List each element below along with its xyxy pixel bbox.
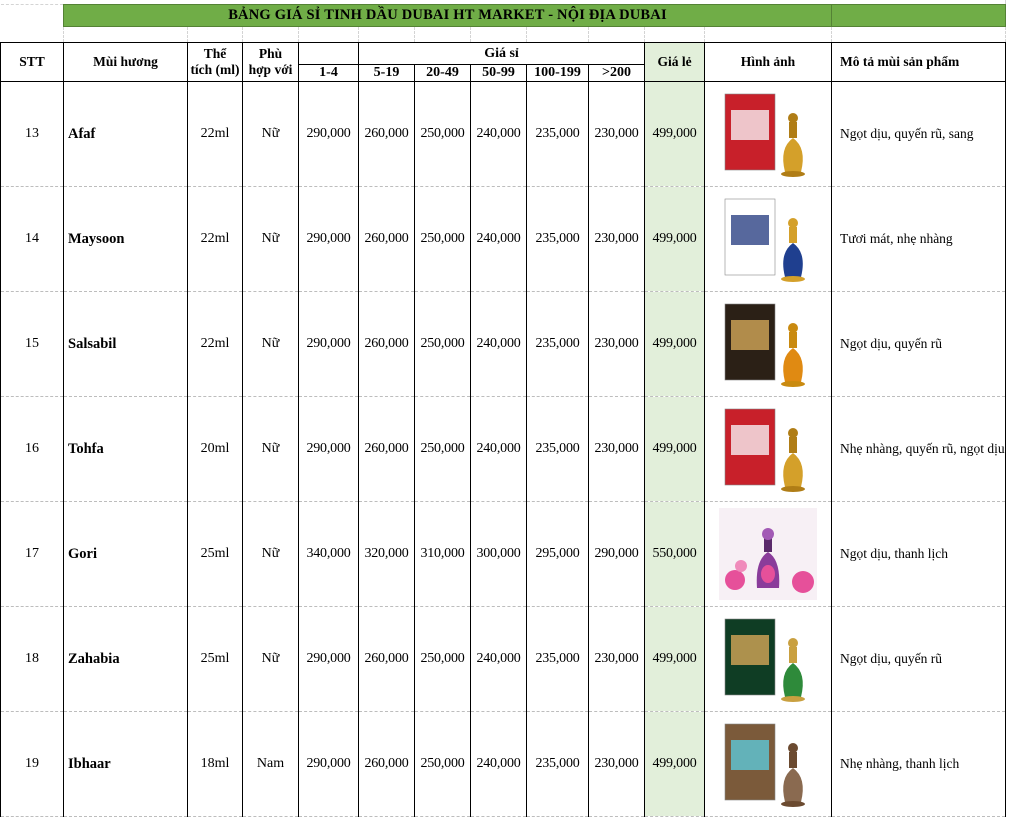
cell-price-tier[interactable]: 250,000 xyxy=(415,82,471,187)
cell-volume[interactable]: 22ml xyxy=(188,82,243,187)
cell-price-tier[interactable]: 290,000 xyxy=(299,607,359,712)
cell-stt[interactable]: 19 xyxy=(1,712,64,817)
cell-retail-price[interactable]: 499,000 xyxy=(645,712,705,817)
cell-scent-name[interactable]: Afaf xyxy=(64,82,188,187)
title-end-cell[interactable] xyxy=(832,5,1006,27)
cell-gender[interactable]: Nữ xyxy=(243,187,299,292)
cell-volume[interactable]: 25ml xyxy=(188,502,243,607)
cell-price-tier[interactable]: 240,000 xyxy=(471,712,527,817)
cell-volume[interactable]: 18ml xyxy=(188,712,243,817)
cell-price-tier[interactable]: 230,000 xyxy=(589,292,645,397)
table-row xyxy=(1,712,1006,817)
cell-gender[interactable]: Nam xyxy=(243,712,299,817)
cell-stt[interactable]: 13 xyxy=(1,82,64,187)
cell-price-tier[interactable]: 235,000 xyxy=(527,82,589,187)
cell-price-tier[interactable]: 290,000 xyxy=(299,712,359,817)
cell-scent-name[interactable]: Gori xyxy=(64,502,188,607)
cell-price-tier[interactable]: 260,000 xyxy=(359,187,415,292)
cell-price-tier[interactable]: 230,000 xyxy=(589,607,645,712)
cell-price-tier[interactable]: 235,000 xyxy=(527,397,589,502)
cell-gender[interactable]: Nữ xyxy=(243,397,299,502)
header-blank[interactable] xyxy=(299,43,359,65)
cell-retail-price[interactable]: 499,000 xyxy=(645,607,705,712)
cell-image[interactable] xyxy=(705,607,832,712)
cell-gender[interactable]: Nữ xyxy=(243,502,299,607)
perfume-bottle-red-box-icon xyxy=(719,88,817,180)
sheet-title[interactable]: BẢNG GIÁ SỈ TINH DẦU DUBAI HT MARKET - NỘI ĐỊA DUBAI xyxy=(64,5,832,27)
cell-volume[interactable]: 22ml xyxy=(188,187,243,292)
cell-scent-name[interactable]: Salsabil xyxy=(64,292,188,397)
table-row xyxy=(1,502,1006,607)
header-description[interactable]: Mô tả mùi sản phẩm xyxy=(832,43,1006,82)
cell-image[interactable] xyxy=(705,502,832,607)
table-row xyxy=(1,397,1006,502)
cell-gender[interactable]: Nữ xyxy=(243,292,299,397)
header-suitable-line1: Phù xyxy=(258,46,283,61)
cell-price-tier[interactable]: 230,000 xyxy=(589,712,645,817)
cell-stt[interactable]: 17 xyxy=(1,502,64,607)
header-tier[interactable]: 1-4 xyxy=(299,65,359,82)
product-image xyxy=(719,613,817,705)
cell-description[interactable]: Nhẹ nhàng, quyến rũ, ngọt dịu xyxy=(832,397,1006,502)
cell-price-tier[interactable]: 240,000 xyxy=(471,187,527,292)
cell-image[interactable] xyxy=(705,187,832,292)
cell-description[interactable]: Ngọt dịu, thanh lịch xyxy=(832,502,1006,607)
cell-retail-price[interactable]: 499,000 xyxy=(645,397,705,502)
product-image xyxy=(719,193,817,285)
cell-scent-name[interactable]: Zahabia xyxy=(64,607,188,712)
cell-price-tier[interactable]: 295,000 xyxy=(527,502,589,607)
cell-price-tier[interactable]: 230,000 xyxy=(589,82,645,187)
header-tier[interactable]: 20-49 xyxy=(415,65,471,82)
header-tier[interactable]: 100-199 xyxy=(527,65,589,82)
header-tier[interactable]: >200 xyxy=(589,65,645,82)
cell-price-tier[interactable]: 340,000 xyxy=(299,502,359,607)
table-row xyxy=(1,187,1006,292)
header-volume[interactable] xyxy=(188,43,243,82)
header-wholesale[interactable]: Giá sỉ xyxy=(359,43,645,65)
cell-price-tier[interactable]: 230,000 xyxy=(589,397,645,502)
grid-cell[interactable] xyxy=(1,5,64,27)
cell-image[interactable] xyxy=(705,712,832,817)
product-image xyxy=(719,298,817,390)
cell-price-tier[interactable]: 230,000 xyxy=(589,187,645,292)
cell-retail-price[interactable]: 550,000 xyxy=(645,502,705,607)
cell-stt[interactable]: 14 xyxy=(1,187,64,292)
cell-retail-price[interactable]: 499,000 xyxy=(645,292,705,397)
cell-price-tier[interactable]: 290,000 xyxy=(299,292,359,397)
header-retail[interactable]: Giá lẻ xyxy=(645,43,705,82)
cell-retail-price[interactable]: 499,000 xyxy=(645,82,705,187)
cell-price-tier[interactable]: 250,000 xyxy=(415,712,471,817)
cell-description[interactable]: Ngọt dịu, quyến rũ xyxy=(832,292,1006,397)
cell-price-tier[interactable]: 260,000 xyxy=(359,397,415,502)
cell-stt[interactable]: 16 xyxy=(1,397,64,502)
cell-volume[interactable]: 22ml xyxy=(188,292,243,397)
table-row xyxy=(1,292,1006,397)
cell-price-tier[interactable]: 240,000 xyxy=(471,397,527,502)
header-tier[interactable]: 50-99 xyxy=(471,65,527,82)
perfume-bottle-pink-roses-icon xyxy=(719,508,817,600)
header-tier[interactable]: 5-19 xyxy=(359,65,415,82)
perfume-bottle-blue-box-icon xyxy=(719,193,817,285)
cell-price-tier[interactable]: 320,000 xyxy=(359,502,415,607)
cell-price-tier[interactable]: 240,000 xyxy=(471,292,527,397)
cell-scent-name[interactable]: Maysoon xyxy=(64,187,188,292)
cell-price-tier[interactable]: 235,000 xyxy=(527,292,589,397)
product-image xyxy=(719,508,817,600)
product-image xyxy=(719,403,817,495)
header-suitable[interactable] xyxy=(243,43,299,82)
header-stt[interactable]: STT xyxy=(1,43,64,82)
cell-volume[interactable]: 20ml xyxy=(188,397,243,502)
cell-gender[interactable]: Nữ xyxy=(243,607,299,712)
cell-price-tier[interactable]: 240,000 xyxy=(471,607,527,712)
cell-description[interactable]: Ngọt dịu, quyến rũ xyxy=(832,607,1006,712)
cell-price-tier[interactable]: 260,000 xyxy=(359,607,415,712)
header-scent[interactable]: Mùi hương xyxy=(64,43,188,82)
cell-scent-name[interactable]: Ibhaar xyxy=(64,712,188,817)
cell-retail-price[interactable]: 499,000 xyxy=(645,187,705,292)
cell-price-tier[interactable]: 260,000 xyxy=(359,292,415,397)
cell-price-tier[interactable]: 235,000 xyxy=(527,187,589,292)
perfume-bottle-brown-box-icon xyxy=(719,718,817,810)
cell-price-tier[interactable]: 290,000 xyxy=(299,187,359,292)
perfume-bottle-red-box-icon xyxy=(719,403,817,495)
cell-price-tier[interactable]: 300,000 xyxy=(471,502,527,607)
cell-price-tier[interactable]: 235,000 xyxy=(527,607,589,712)
cell-price-tier[interactable]: 260,000 xyxy=(359,82,415,187)
cell-description[interactable]: Nhẹ nhàng, thanh lịch xyxy=(832,712,1006,817)
cell-price-tier[interactable]: 250,000 xyxy=(415,607,471,712)
cell-gender[interactable]: Nữ xyxy=(243,82,299,187)
cell-image[interactable] xyxy=(705,292,832,397)
cell-volume[interactable]: 25ml xyxy=(188,607,243,712)
cell-price-tier[interactable]: 290,000 xyxy=(299,82,359,187)
cell-scent-name[interactable]: Tohfa xyxy=(64,397,188,502)
table-row xyxy=(1,82,1006,187)
header-volume-line1: Thể xyxy=(203,46,227,61)
cell-image[interactable] xyxy=(705,82,832,187)
header-volume-line2: tích (ml) xyxy=(190,62,240,77)
cell-price-tier[interactable]: 260,000 xyxy=(359,712,415,817)
cell-image[interactable] xyxy=(705,397,832,502)
product-image xyxy=(719,718,817,810)
cell-price-tier[interactable]: 250,000 xyxy=(415,292,471,397)
cell-price-tier[interactable]: 290,000 xyxy=(589,502,645,607)
perfume-bottle-green-box-icon xyxy=(719,613,817,705)
cell-price-tier[interactable]: 290,000 xyxy=(299,397,359,502)
perfume-bottle-gold-box-icon xyxy=(719,298,817,390)
cell-price-tier[interactable]: 250,000 xyxy=(415,397,471,502)
cell-price-tier[interactable]: 235,000 xyxy=(527,712,589,817)
cell-price-tier[interactable]: 240,000 xyxy=(471,82,527,187)
cell-price-tier[interactable]: 310,000 xyxy=(415,502,471,607)
cell-stt[interactable]: 15 xyxy=(1,292,64,397)
header-suitable-line2: hợp với xyxy=(248,62,293,77)
table-row xyxy=(1,607,1006,712)
product-image xyxy=(719,88,817,180)
cell-price-tier[interactable]: 250,000 xyxy=(415,187,471,292)
cell-description[interactable]: Ngọt dịu, quyến rũ, sang xyxy=(832,82,1006,187)
cell-stt[interactable]: 18 xyxy=(1,607,64,712)
header-image[interactable]: Hình ảnh xyxy=(705,43,832,82)
cell-description[interactable]: Tươi mát, nhẹ nhàng xyxy=(832,187,1006,292)
